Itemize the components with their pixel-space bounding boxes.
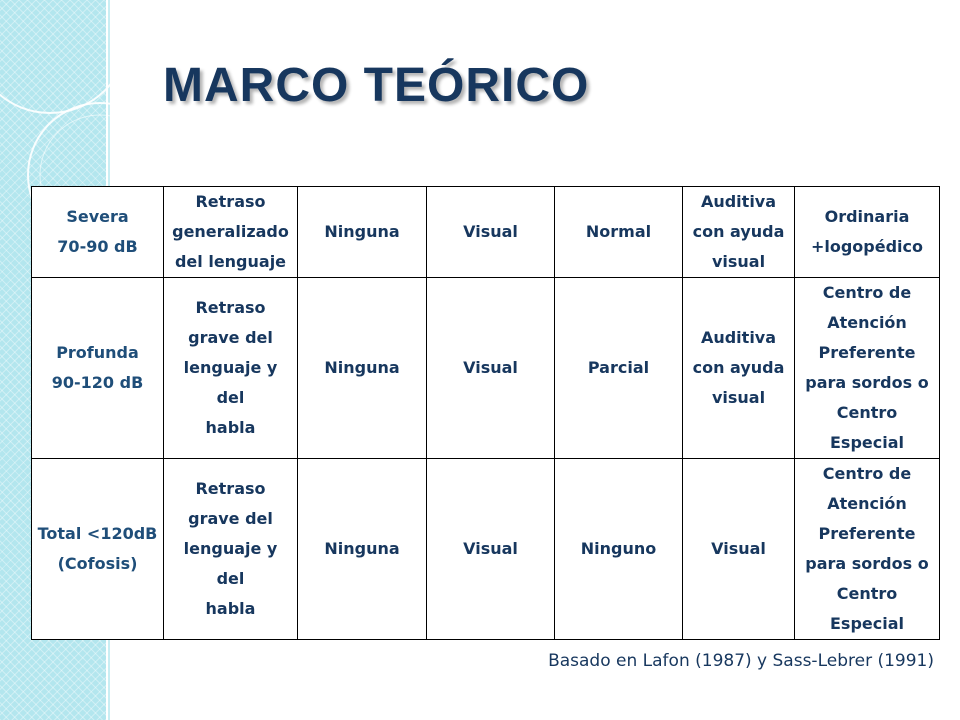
cell-line: generalizado (172, 222, 289, 241)
cell-line: +logopédico (810, 237, 924, 256)
slide-title: MARCO TEÓRICO (163, 59, 590, 112)
table-cell-degree (32, 278, 164, 459)
cell-line: grave del (188, 328, 273, 347)
table-cell: Parcial (555, 278, 683, 459)
cell-line: habla (205, 418, 256, 437)
table-row (32, 278, 940, 459)
cell-line: Centro de (822, 283, 912, 302)
table-cell: Ninguna (298, 187, 427, 278)
table-row (32, 459, 940, 640)
cell-line: grave del (188, 509, 273, 528)
table-cell: Visual (427, 278, 555, 459)
table-cell: Ninguna (298, 459, 427, 640)
cell-line: Centro (836, 403, 898, 422)
table-cell: Visual (427, 459, 555, 640)
table-cell-language (164, 278, 298, 459)
table-cell-degree (32, 187, 164, 278)
cell-line: lenguaje y del (183, 358, 278, 407)
cell-line: (Cofosis) (57, 554, 138, 573)
cell-line: Atención (827, 313, 907, 332)
cell-line: Ordinaria (824, 207, 910, 226)
table-cell (683, 187, 795, 278)
table-cell: Visual (427, 187, 555, 278)
cell-line: Centro (836, 584, 898, 603)
cell-line: Preferente (818, 343, 916, 362)
cell-line: Retraso (195, 479, 266, 498)
cell-line: para sordos o (805, 373, 929, 392)
cell-line: Especial (829, 433, 904, 452)
table-cell-language (164, 187, 298, 278)
cell-line: 70-90 dB (57, 237, 138, 256)
cell-line: Especial (829, 614, 904, 633)
cell-line: visual (711, 388, 766, 407)
hearing-loss-table (31, 186, 940, 640)
cell-line: con ayuda (692, 222, 785, 241)
cell-line: Retraso (195, 298, 266, 317)
table-cell (795, 187, 940, 278)
cell-line: Visual (711, 539, 766, 558)
table-cell: Normal (555, 187, 683, 278)
table-cell (795, 459, 940, 640)
cell-line: habla (205, 599, 256, 618)
table-cell: Ninguno (555, 459, 683, 640)
cell-line: Centro de (822, 464, 912, 483)
table-cell (683, 278, 795, 459)
cell-line: con ayuda (692, 358, 785, 377)
cell-line: del lenguaje (174, 252, 287, 271)
cell-line: 90-120 dB (51, 373, 144, 392)
table-cell (795, 278, 940, 459)
cell-line: Preferente (818, 524, 916, 543)
table-cell-language (164, 459, 298, 640)
cell-line: Profunda (56, 343, 139, 362)
cell-line: Auditiva (700, 192, 777, 211)
table-cell (683, 459, 795, 640)
table-cell-degree (32, 459, 164, 640)
cell-line: para sordos o (805, 554, 929, 573)
source-caption: Basado en Lafon (1987) y Sass-Lebrer (1991) (548, 651, 934, 671)
table-row (32, 187, 940, 278)
cell-line: Total <120dB (37, 524, 158, 543)
cell-line: Atención (827, 494, 907, 513)
cell-line: lenguaje y del (183, 539, 278, 588)
table-cell: Ninguna (298, 278, 427, 459)
cell-line: Retraso (195, 192, 266, 211)
cell-line: visual (711, 252, 766, 271)
cell-line: Auditiva (700, 328, 777, 347)
cell-line: Severa (66, 207, 129, 226)
